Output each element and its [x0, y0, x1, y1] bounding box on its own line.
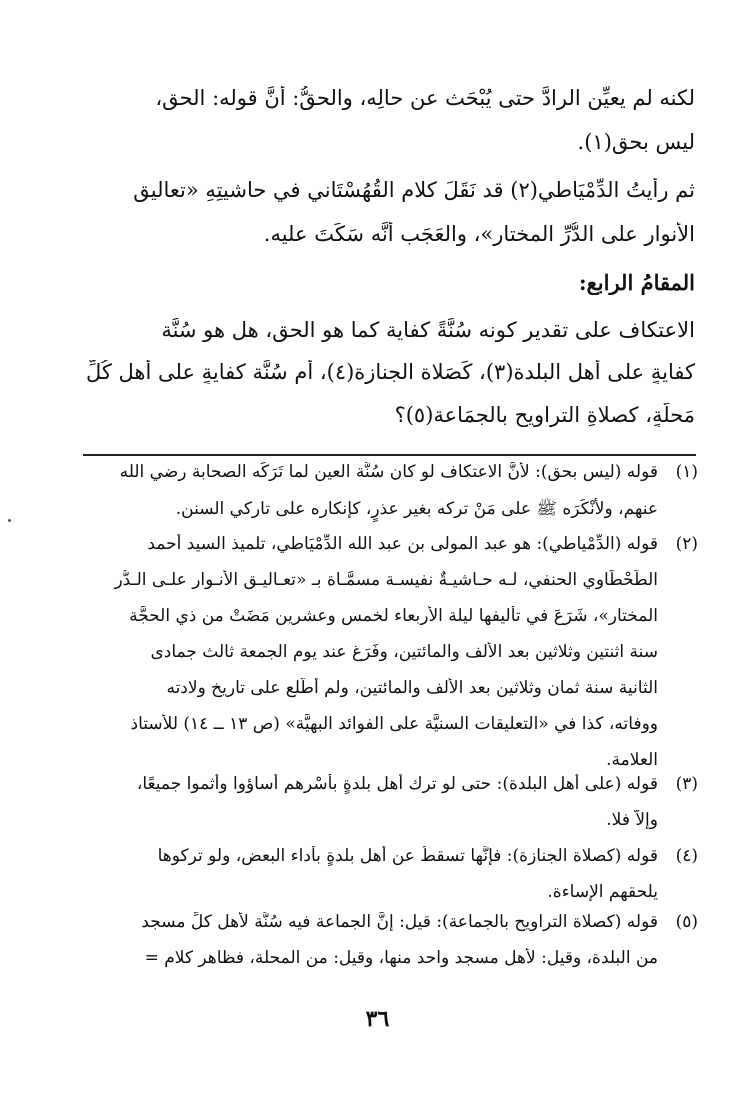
body-line: لكنه لم يعيِّن الرادَّ حتى يُبْحَث عن حالِه، والحقُّ: أنَّ قوله: الحق، — [155, 86, 695, 110]
footnote-line: يلحقهم الإساءة. — [547, 882, 658, 902]
footnote-number: (١) — [675, 462, 698, 482]
footnote-number: (٥) — [675, 912, 698, 932]
footnote-line: العلامة. — [606, 750, 658, 770]
footnote-line: قوله (كصلاة الجنازة): فإنَّها تسقطُ عن أهل بلدةٍ بأداء البعض، ولو تركوها — [157, 846, 658, 866]
body-line: كفايةٍ على أهلِ البلدة(٣)، كَصَلاة الجنازة(٤)، أم سُنَّة كفايةٍ على أهلِ كُلِّ — [85, 360, 695, 384]
footnote-line: المختار»، شَرَعَ في تأليفها ليلة الأربعاء لخمس وعشرين مَضَتْ من ذي الحجَّة — [129, 606, 658, 626]
footnote-line: ووفاته، كذا في «التعليقات السنيَّة على الفوائد البهيَّة» (ص ١٣ ــ ١٤) للأستاذ — [130, 714, 658, 734]
footnote-line: وإلاَّ فلا. — [606, 810, 658, 830]
margin-mark — [8, 519, 11, 522]
footnote-line: قوله (الدِّمْياطي): هو عبد المولى بن عبد الله الدِّمْيَاطي، تلميذ السيد أحمد — [147, 534, 658, 554]
footnote-line: قوله (على أهل البلدة): حتى لو ترك أهل بلدةٍ بأَسْرهم أساؤوا وأثموا جميعًا، — [136, 774, 658, 794]
body-line: مَحلَّةٍ، كصلاةِ التراويح بالجمَاعة(٥)؟ — [394, 403, 695, 427]
body-line: الأنوار على الدُّرِّ المختار»، والعَجَب أنَّه سَكَتَ عليه. — [263, 222, 695, 246]
footnote-line: عنهم، ولأنْكَرَه ﷺ على مَنْ تركه بغير عذرٍ، كإنكاره على تاركي السنن. — [175, 499, 658, 519]
footnote-line: من البلدة، وقيل: لأهل مسجد واحد منها، وقيل: من المحلة، فظاهر كلام = — [144, 948, 658, 968]
section-heading: المقامُ الرابع: — [578, 270, 695, 295]
footnote-line: الثانية سنة ثمان وثلاثين بعد الألف والمائتين، ولم أطَّلع على تاريخ ولادته — [166, 678, 658, 698]
footnote-separator — [83, 454, 696, 456]
footnote-line: الطَّحْطَاوي الحنفي، لـه حـاشيـةٌ نفيسـة مسمَّـاة بـ «تعـاليـق الأنـوار علـى الـدُّر — [114, 570, 658, 590]
footnote-number: (٤) — [675, 846, 698, 866]
page-number: ٣٦ — [365, 1006, 390, 1032]
footnote-line: قوله (كصلاة التراويح بالجماعة): قيل: إنَّ الجماعة فيه سُنَّة لأهل كلِّ مسجد — [141, 912, 658, 932]
footnote-line: سنة اثنتين وثلاثين بعد الألف والمائتين، وفَرَغ عند يوم الجمعة ثالث جمادى — [150, 642, 658, 662]
footnote-number: (٣) — [675, 774, 698, 794]
body-line: الاعتكاف على تقدير كونه سُنَّةً كفاية كما هو الحق، هل هو سُنَّة — [161, 318, 695, 342]
footnote-line: قوله (ليس بحق): لأنَّ الاعتكاف لو كان سُنَّة العين لما تَرَكَه الصحابة رضي الله — [119, 462, 658, 482]
footnote-number: (٢) — [675, 534, 698, 554]
body-line: ثم رأيتُ الدِّمْيَاطي(٢) قد نَقَلَ كلام القُهُسْتَاني في حاشيتِهِ «تعاليق — [133, 178, 695, 202]
body-line: ليس بحق(١). — [577, 130, 695, 154]
